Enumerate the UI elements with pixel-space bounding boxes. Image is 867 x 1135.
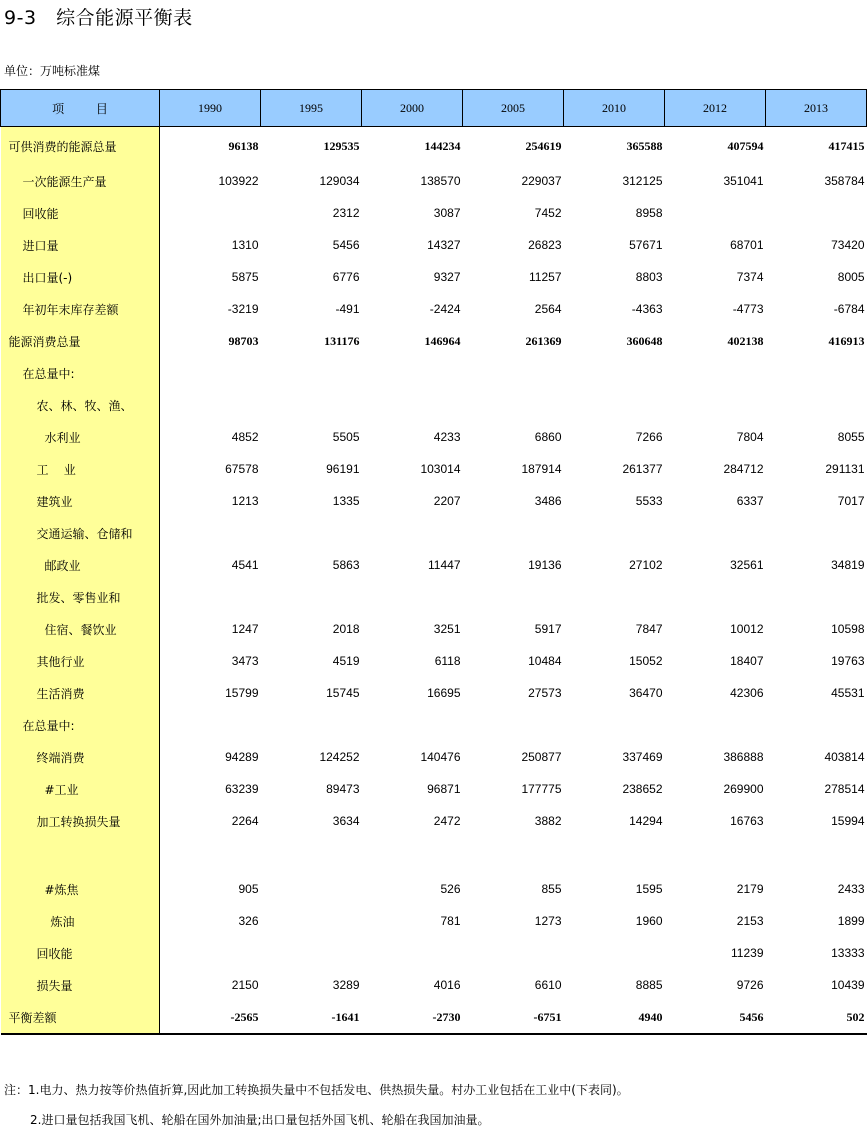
cell-1995: 96191 [326, 462, 360, 476]
cell-2000: 4233 [433, 430, 461, 444]
table-row [1, 453, 867, 485]
row-label: 批发、零售业和 [1, 581, 160, 613]
cell-2010: 8958 [635, 206, 663, 220]
cell-2010: -4363 [631, 302, 663, 316]
table-row [1, 261, 867, 293]
cell-2012: 402138 [727, 333, 764, 348]
row-label: 住宿、餐饮业 [1, 613, 160, 645]
cell-2010: 57671 [629, 238, 663, 252]
cell-1990: -3219 [227, 302, 259, 316]
cell-2000 [362, 709, 463, 741]
cell-1990: 103922 [218, 174, 259, 188]
cell-2010: 365588 [626, 138, 663, 153]
cell-2013: 358784 [824, 174, 865, 188]
row-label: 生活消费 [1, 677, 160, 709]
cell-2000: 14327 [427, 238, 461, 252]
row-label: 农、林、牧、渔、 [1, 389, 160, 421]
table-header-row [1, 90, 867, 127]
cell-2012: 284712 [723, 462, 764, 476]
cell-2013 [766, 197, 867, 229]
cell-2010 [564, 937, 665, 969]
row-label: #工业 [1, 773, 160, 805]
cell-1990: 63239 [225, 782, 259, 796]
cell-1995: 5505 [332, 430, 360, 444]
cell-2013: 13333 [831, 946, 865, 960]
cell-1990 [160, 937, 261, 969]
cell-1995 [261, 389, 362, 421]
cell-2010: 360648 [626, 333, 663, 348]
cell-2000: 96871 [427, 782, 461, 796]
row-label: 可供消费的能源总量 [1, 127, 160, 166]
cell-2010: 261377 [622, 462, 663, 476]
cell-2012: 11239 [731, 946, 764, 960]
cell-2010 [564, 517, 665, 549]
cell-1990 [160, 357, 261, 389]
cell-1990 [160, 581, 261, 613]
cell-2013: 403814 [824, 750, 865, 764]
row-label: 加工转换损失量 [1, 805, 160, 837]
cell-2012: 7804 [736, 430, 764, 444]
cell-2000: 103014 [420, 462, 461, 476]
cell-2013: 45531 [831, 686, 865, 700]
cell-2000: 6118 [434, 654, 461, 668]
cell-2000: 138570 [420, 174, 461, 188]
cell-2012: 6337 [736, 494, 764, 508]
cell-2010: 1960 [635, 914, 663, 928]
header-year: 2012 [665, 90, 766, 127]
unit-label: 单位：万吨标准煤 [4, 64, 101, 78]
table-row [1, 677, 867, 709]
cell-1995: 89473 [326, 782, 360, 796]
cell-2010 [564, 709, 665, 741]
cell-2013: 8005 [837, 270, 865, 284]
cell-2000: 11447 [428, 558, 461, 572]
cell-2005: 3882 [534, 814, 562, 828]
table-row [1, 165, 867, 197]
cell-2000 [362, 581, 463, 613]
row-label: 在总量中: [1, 357, 160, 389]
cell-2000: 144234 [424, 138, 461, 153]
cell-2010: 8803 [635, 270, 663, 284]
row-label: 一次能源生产量 [1, 165, 160, 197]
table-row [1, 293, 867, 325]
cell-1995: -1641 [261, 1001, 362, 1034]
cell-2005: 6610 [534, 978, 562, 992]
cell-1990: -2565 [160, 1001, 261, 1034]
table-row [1, 485, 867, 517]
header-year: 2010 [564, 90, 665, 127]
row-label [1, 837, 160, 873]
cell-2012: 7374 [736, 270, 764, 284]
cell-2005: 177775 [521, 782, 562, 796]
cell-1995 [261, 709, 362, 741]
cell-1990: 1310 [231, 238, 259, 252]
cell-2012: 407594 [727, 138, 764, 153]
table-row [1, 645, 867, 677]
cell-2010: 15052 [629, 654, 663, 668]
cell-2012 [665, 837, 766, 873]
table-row [1, 421, 867, 453]
cell-1990 [160, 197, 261, 229]
row-label: 水利业 [1, 421, 160, 453]
header-item: 项 目 [1, 90, 160, 127]
cell-2013: 2433 [837, 882, 865, 896]
cell-2000 [362, 837, 463, 873]
cell-2013: 73420 [831, 238, 865, 252]
table-row [1, 357, 867, 389]
row-label: 回收能 [1, 937, 160, 969]
cell-1990: 3473 [231, 654, 259, 668]
cell-2010 [564, 837, 665, 873]
row-label: 损失量 [1, 969, 160, 1001]
cell-1990 [160, 709, 261, 741]
cell-2010 [564, 357, 665, 389]
cell-2005: 187914 [521, 462, 562, 476]
cell-2000: 2207 [433, 494, 461, 508]
cell-2012: 18407 [730, 654, 764, 668]
row-label: 邮政业 [1, 549, 160, 581]
cell-2012 [665, 709, 766, 741]
cell-2005 [463, 357, 564, 389]
cell-2012: 16763 [730, 814, 764, 828]
table-row [1, 873, 867, 905]
cell-2013: 417415 [828, 138, 865, 153]
header-year: 2000 [362, 90, 463, 127]
table-row [1, 1001, 867, 1034]
cell-2012: 68701 [730, 238, 764, 252]
cell-2000: 146964 [424, 333, 461, 348]
cell-2010: 14294 [629, 814, 663, 828]
cell-2005: 11257 [529, 270, 562, 284]
cell-1990: 67578 [225, 462, 259, 476]
cell-2000: -2424 [429, 302, 461, 316]
cell-2013 [766, 709, 867, 741]
cell-2005: 229037 [521, 174, 562, 188]
cell-2005: -6751 [463, 1001, 564, 1034]
cell-1995: 2312 [332, 206, 360, 220]
cell-1995: 2018 [332, 622, 360, 636]
table-row [1, 549, 867, 581]
table-row [1, 613, 867, 645]
table-row [1, 837, 867, 873]
cell-1990: 2264 [231, 814, 259, 828]
cell-1995: 3634 [332, 814, 360, 828]
cell-1990: 98703 [228, 333, 259, 348]
cell-1995: 124252 [319, 750, 360, 764]
cell-2012 [665, 389, 766, 421]
cell-2005: 250877 [521, 750, 562, 764]
cell-2000 [362, 389, 463, 421]
cell-2000: 4016 [433, 978, 461, 992]
row-label: 建筑业 [1, 485, 160, 517]
cell-1995: 129034 [319, 174, 360, 188]
cell-2005 [463, 581, 564, 613]
cell-2012: 9726 [736, 978, 764, 992]
cell-1990: 15799 [225, 686, 259, 700]
table-row [1, 325, 867, 357]
page-title: 9-3 综合能源平衡表 [4, 7, 193, 29]
cell-2005: 261369 [525, 333, 562, 348]
table-row [1, 805, 867, 837]
cell-2012: -4773 [732, 302, 764, 316]
cell-2013 [766, 517, 867, 549]
cell-1995: 3289 [332, 978, 360, 992]
footnote-1: 注：1.电力、热力按等价热值折算,因此加工转换损失量中不包括发电、供热损失量。村办工业包括在工业中(下表同)。 [4, 1083, 629, 1097]
cell-2000: 3251 [433, 622, 461, 636]
row-label: 其他行业 [1, 645, 160, 677]
cell-1995: 6776 [332, 270, 360, 284]
table-row [1, 197, 867, 229]
cell-2012: 269900 [723, 782, 764, 796]
cell-1990 [160, 517, 261, 549]
header-year: 1990 [160, 90, 261, 127]
cell-2010: 8885 [635, 978, 663, 992]
cell-2010: 36470 [629, 686, 663, 700]
cell-2012: 5456 [665, 1001, 766, 1034]
cell-2000: 140476 [420, 750, 461, 764]
cell-2012: 10012 [730, 622, 764, 636]
cell-2000: 16695 [427, 686, 461, 700]
table-row [1, 937, 867, 969]
header-year: 2013 [766, 90, 867, 127]
cell-2012: 42306 [730, 686, 764, 700]
cell-1990: 1213 [231, 494, 259, 508]
cell-2013: 19763 [831, 654, 865, 668]
cell-2013 [766, 837, 867, 873]
cell-2012: 351041 [723, 174, 764, 188]
row-label: 出口量(-) [1, 261, 160, 293]
table-row [1, 709, 867, 741]
cell-1995 [261, 837, 362, 873]
cell-2000 [362, 937, 463, 969]
cell-1995: 5863 [332, 558, 360, 572]
row-label: 平衡差额 [1, 1001, 160, 1034]
cell-2012: 32561 [730, 558, 764, 572]
cell-2000 [362, 517, 463, 549]
header-year: 1995 [261, 90, 362, 127]
cell-2010: 312125 [622, 174, 663, 188]
cell-2013 [766, 389, 867, 421]
cell-1995: 131176 [324, 333, 360, 348]
cell-2005 [463, 937, 564, 969]
cell-2010: 4940 [564, 1001, 665, 1034]
cell-1990: 326 [238, 914, 259, 928]
cell-2000: 526 [440, 882, 461, 896]
cell-2000: 3087 [433, 206, 461, 220]
cell-1990: 96138 [228, 138, 259, 153]
cell-1990: 2150 [231, 978, 259, 992]
cell-2005: 27573 [528, 686, 562, 700]
cell-2005 [463, 517, 564, 549]
cell-2013 [766, 357, 867, 389]
cell-1990 [160, 389, 261, 421]
cell-2005 [463, 709, 564, 741]
cell-2010: 7847 [635, 622, 663, 636]
row-label: 交通运输、仓储和 [1, 517, 160, 549]
cell-1995 [261, 873, 362, 905]
cell-2005: 1273 [534, 914, 562, 928]
row-label: 炼油 [1, 905, 160, 937]
cell-2000 [362, 357, 463, 389]
cell-2012 [665, 197, 766, 229]
cell-2013: -6784 [833, 302, 865, 316]
cell-2010 [564, 581, 665, 613]
row-label: 能源消费总量 [1, 325, 160, 357]
row-label: 进口量 [1, 229, 160, 261]
cell-2005: 5917 [534, 622, 562, 636]
cell-2010: 1595 [635, 882, 663, 896]
footnotes [4, 1075, 629, 1135]
cell-1995 [261, 581, 362, 613]
table-row [1, 229, 867, 261]
cell-1990: 94289 [225, 750, 259, 764]
cell-2010: 5533 [635, 494, 663, 508]
energy-balance-table [0, 89, 867, 1035]
cell-2010: 238652 [622, 782, 663, 796]
table-row [1, 127, 867, 166]
cell-1990 [160, 837, 261, 873]
cell-2005: 254619 [525, 138, 562, 153]
cell-2013: 416913 [828, 333, 865, 348]
cell-2005 [463, 837, 564, 873]
cell-2005: 10484 [528, 654, 562, 668]
row-label: #炼焦 [1, 873, 160, 905]
cell-2010: 337469 [622, 750, 663, 764]
cell-2013: 502 [766, 1001, 867, 1034]
cell-2005: 855 [541, 882, 562, 896]
cell-2012 [665, 581, 766, 613]
cell-2013: 8055 [837, 430, 865, 444]
row-label: 回收能 [1, 197, 160, 229]
row-label: 在总量中: [1, 709, 160, 741]
cell-2000: -2730 [362, 1001, 463, 1034]
cell-2000: 9327 [433, 270, 461, 284]
table-row [1, 517, 867, 549]
cell-2012: 2179 [736, 882, 764, 896]
cell-2005: 6860 [534, 430, 562, 444]
table-row [1, 581, 867, 613]
cell-2005: 7452 [534, 206, 562, 220]
cell-2010 [564, 389, 665, 421]
cell-1995: 5456 [332, 238, 360, 252]
cell-1995: 129535 [323, 138, 360, 153]
footnote-2: 2.进口量包括我国飞机、轮船在国外加油量;出口量包括外国飞机、轮船在我国加油量。 [30, 1113, 490, 1127]
cell-2005: 3486 [534, 494, 562, 508]
cell-1995: -491 [335, 302, 360, 316]
cell-2000: 2472 [433, 814, 461, 828]
cell-1990: 4852 [231, 430, 259, 444]
row-label: 年初年末库存差额 [1, 293, 160, 325]
cell-1995: 1335 [332, 494, 360, 508]
cell-1995 [261, 905, 362, 937]
cell-2013: 15994 [831, 814, 865, 828]
cell-2013: 7017 [837, 494, 865, 508]
table-row [1, 905, 867, 937]
cell-2012 [665, 357, 766, 389]
row-label: 终端消费 [1, 741, 160, 773]
table-body [1, 127, 867, 1035]
table-row [1, 389, 867, 421]
cell-2012 [665, 517, 766, 549]
cell-2013: 10598 [831, 622, 865, 636]
cell-2010: 27102 [629, 558, 663, 572]
header-year: 2005 [463, 90, 564, 127]
cell-1995: 4519 [332, 654, 360, 668]
row-label: 工 业 [1, 453, 160, 485]
cell-2013: 278514 [824, 782, 865, 796]
cell-1995: 15745 [326, 686, 360, 700]
cell-2013: 291131 [825, 462, 865, 476]
cell-1990: 1247 [231, 622, 259, 636]
table-row [1, 773, 867, 805]
cell-2013: 34819 [831, 558, 865, 572]
cell-2012: 2153 [736, 914, 764, 928]
cell-2005: 2564 [534, 302, 562, 316]
cell-1990: 5875 [231, 270, 259, 284]
cell-1990: 905 [238, 882, 259, 896]
cell-2013 [766, 581, 867, 613]
cell-2005 [463, 389, 564, 421]
cell-2005: 19136 [528, 558, 562, 572]
cell-1990: 4541 [231, 558, 259, 572]
cell-1995 [261, 357, 362, 389]
cell-1995 [261, 937, 362, 969]
cell-1995 [261, 517, 362, 549]
cell-2013: 10439 [831, 978, 865, 992]
cell-2005: 26823 [528, 238, 562, 252]
cell-2000: 781 [440, 914, 461, 928]
cell-2013: 1899 [837, 914, 865, 928]
table-row [1, 741, 867, 773]
cell-2010: 7266 [635, 430, 663, 444]
table-row [1, 969, 867, 1001]
cell-2012: 386888 [723, 750, 764, 764]
